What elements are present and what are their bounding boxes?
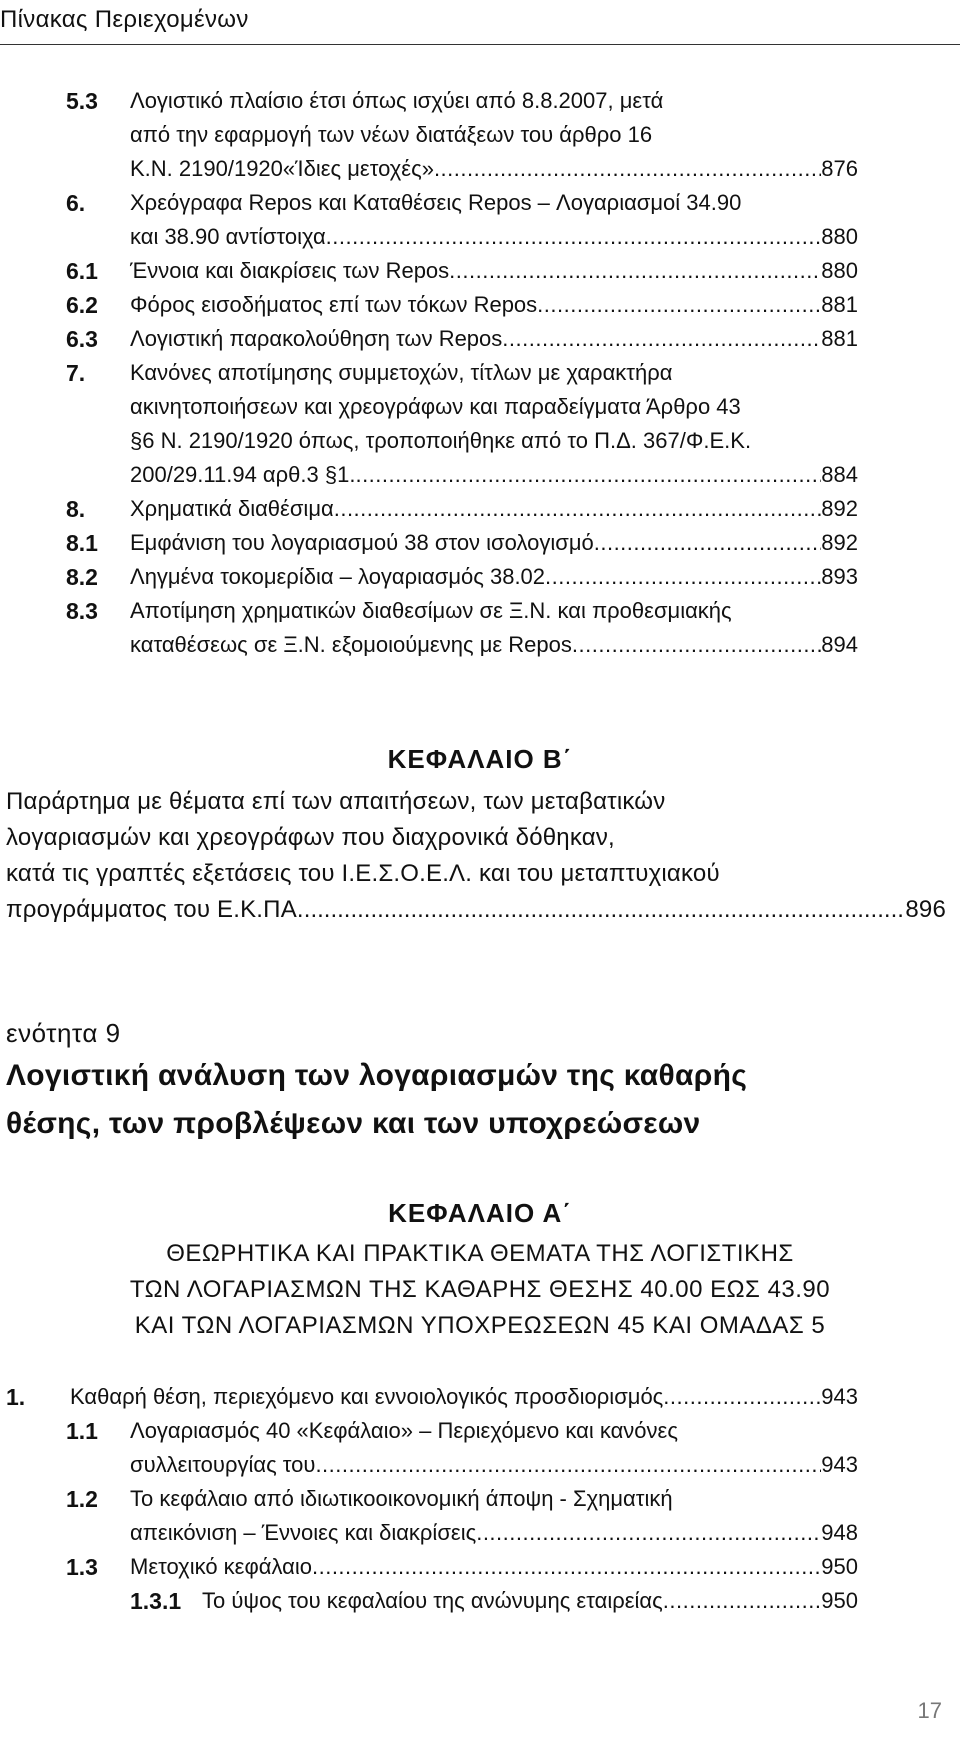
- toc-num: 7.: [66, 360, 86, 386]
- dot-leader: [663, 1380, 821, 1414]
- toc-entry[interactable]: [130, 254, 858, 288]
- subtitle-line: προγράμματος του Ε.Κ.ΠΑ.: [6, 896, 304, 923]
- unit-title-line: Λογιστική ανάλυση των λογαριασμών της καθαρής: [6, 1059, 748, 1092]
- toc-text: Αποτίμηση χρηματικών διαθεσίμων σε Ξ.Ν. και προθεσμιακής: [130, 598, 732, 623]
- unit-label: ενότητα 9: [6, 1018, 121, 1048]
- toc-entry[interactable]: [130, 356, 858, 492]
- toc-page: 884: [821, 462, 858, 487]
- toc-entry[interactable]: [202, 1584, 858, 1618]
- dot-leader: [502, 322, 821, 356]
- dot-leader: [312, 1550, 821, 1584]
- toc-page: 880: [821, 258, 858, 283]
- subtitle-line: κατά τις γραπτές εξετάσεις του Ι.Ε.Σ.Ο.Ε.Λ. και του μεταπτυχιακού: [6, 860, 720, 887]
- subtitle-line: Παράρτημα με θέματα επί των απαιτήσεων, των μεταβατικών: [6, 788, 666, 815]
- unit-title: [6, 1052, 747, 1148]
- dot-leader: [594, 526, 822, 560]
- running-header: Πίνακας Περιεχομένων: [0, 6, 249, 33]
- toc-text: Χρηματικά διαθέσιμα: [130, 496, 334, 521]
- subtitle-line: ΚΑΙ ΤΩΝ ΛΟΓΑΡΙΑΣΜΩΝ ΥΠΟΧΡΕΩΣΕΩΝ 45 ΚΑΙ ΟΜΑΔΑΣ 5: [134, 1312, 826, 1339]
- toc-entry[interactable]: [70, 1380, 858, 1414]
- toc-num: 8.2: [66, 564, 98, 590]
- toc-num: 1.3.1: [130, 1588, 182, 1614]
- toc-page: 950: [821, 1588, 858, 1613]
- dot-leader: [326, 220, 822, 254]
- toc-num: 5.3: [66, 88, 98, 114]
- subtitle-line: ΤΩΝ ΛΟΓΑΡΙΑΣΜΩΝ ΤΗΣ ΚΑΘΑΡΗΣ ΘΕΣΗΣ 40.00 ΕΩΣ 43.90: [129, 1276, 831, 1303]
- dot-leader: [315, 1448, 821, 1482]
- chapter-title: ΚΕΦΑΛΑΙΟ Α΄: [388, 1198, 572, 1228]
- toc-text: 200/29.11.94 αρθ.3 §1.: [130, 462, 356, 487]
- dot-leader: [545, 560, 821, 594]
- toc-num: 1.: [6, 1384, 26, 1410]
- toc-text: απεικόνιση – Έννοιες και διακρίσεις: [130, 1520, 477, 1545]
- toc-num: 6.3: [66, 326, 98, 352]
- toc-entry[interactable]: [130, 594, 858, 662]
- toc-text: από την εφαρμογή των νέων διατάξεων του άρθρο 16: [130, 122, 653, 147]
- toc-num: 1.1: [66, 1418, 98, 1444]
- toc-text: Λογιστικό πλαίσιο έτσι όπως ισχύει από 8.8.2007, μετά: [130, 88, 664, 113]
- toc-page: 894: [821, 632, 858, 657]
- toc-text: §6 Ν. 2190/1920 όπως, τροποποιήθηκε από το Π.Δ. 367/Φ.Ε.Κ.: [130, 428, 752, 453]
- dot-leader: [476, 1516, 821, 1550]
- toc-entry[interactable]: [130, 186, 858, 254]
- dot-leader: [355, 458, 821, 492]
- toc-page: 892: [821, 496, 858, 521]
- toc-num: 6.1: [66, 258, 98, 284]
- toc-text: Το κεφάλαιο από ιδιωτικοοικονομική άποψη - Σχηματική: [130, 1486, 673, 1511]
- chapter-title: ΚΕΦΑΛΑΙΟ Β΄: [387, 744, 573, 774]
- toc-num: 8.: [66, 496, 86, 522]
- toc-entry[interactable]: [130, 322, 858, 356]
- toc-text: Ληγμένα τοκομερίδια – λογαριασμός 38.02: [130, 564, 546, 589]
- toc-num: 1.3: [66, 1554, 98, 1580]
- unit-title-line: θέσης, των προβλέψεων και των υποχρεώσεων: [6, 1107, 701, 1140]
- toc-entry[interactable]: [130, 1550, 858, 1584]
- toc-num: 1.2: [66, 1486, 98, 1512]
- toc-text: καταθέσεως σε Ξ.Ν. εξομοιούμενης με Repos: [130, 632, 572, 657]
- toc-page: 880: [821, 224, 858, 249]
- toc-page: 893: [821, 564, 858, 589]
- toc-page: 943: [821, 1452, 858, 1477]
- toc-entry[interactable]: [130, 1414, 858, 1482]
- toc-text: Εμφάνιση του λογαριασμού 38 στον ισολογισμό: [130, 530, 594, 555]
- toc-text: Χρεόγραφα Repos και Καταθέσεις Repos – Λογαριασμοί 34.90: [130, 190, 742, 215]
- toc-num: 8.3: [66, 598, 98, 624]
- chapter-subtitle[interactable]: [6, 784, 946, 928]
- toc-entry[interactable]: [130, 84, 858, 186]
- dot-leader: [334, 492, 822, 526]
- toc-text: Έννοια και διακρίσεις των Repos: [130, 258, 450, 283]
- toc-num: 8.1: [66, 530, 98, 556]
- dot-leader: [572, 628, 821, 662]
- toc-page: 881: [821, 326, 858, 351]
- toc-num: 6.: [66, 190, 86, 216]
- toc-entry[interactable]: [130, 492, 858, 526]
- subtitle-line: λογαριασμών και χρεογράφων που διαχρονικά δόθηκαν,: [6, 824, 615, 851]
- toc-page: 876: [821, 156, 858, 181]
- toc-entry[interactable]: [130, 288, 858, 322]
- page-number: 17: [917, 1698, 942, 1723]
- toc-page: 948: [821, 1520, 858, 1545]
- toc-page: 950: [821, 1554, 858, 1579]
- toc-text: Κανόνες αποτίμησης συμμετοχών, τίτλων με χαρακτήρα: [130, 360, 673, 385]
- dot-leader: [304, 892, 906, 928]
- toc-num: 6.2: [66, 292, 98, 318]
- toc-text: Μετοχικό κεφάλαιο: [130, 1554, 312, 1579]
- toc-text: Φόρος εισοδήματος επί των τόκων Repos: [130, 292, 538, 317]
- toc-entry[interactable]: [130, 526, 858, 560]
- toc-text: ακινητοποιήσεων και χρεογράφων και παραδείγματα Άρθρο 43: [130, 394, 741, 419]
- toc-entry[interactable]: [130, 560, 858, 594]
- toc-entry[interactable]: [130, 1482, 858, 1550]
- dot-leader: [663, 1584, 822, 1618]
- toc-page: 943: [821, 1384, 858, 1409]
- toc-text: και 38.90 αντίστοιχα: [130, 224, 326, 249]
- toc-page: 896: [905, 896, 946, 923]
- toc-text: Λογιστική παρακολούθηση των Repos: [130, 326, 503, 351]
- toc-text: Το ύψος του κεφαλαίου της ανώνυμης εταιρείας: [202, 1588, 663, 1613]
- header-rule: [0, 44, 960, 45]
- toc-page: 892: [821, 530, 858, 555]
- toc-text: συλλειτουργίας του: [130, 1452, 316, 1477]
- dot-leader: [537, 288, 821, 322]
- toc-text: Κ.Ν. 2190/1920«Ίδιες μετοχές»: [130, 156, 434, 181]
- dot-leader: [434, 152, 821, 186]
- chapter-subtitle: [0, 1236, 960, 1344]
- toc-text: Λογαριασμός 40 «Κεφάλαιο» – Περιεχόμενο και κανόνες: [130, 1418, 678, 1443]
- subtitle-line: ΘΕΩΡΗΤΙΚΑ ΚΑΙ ΠΡΑΚΤΙΚΑ ΘΕΜΑΤΑ ΤΗΣ ΛΟΓΙΣΤΙΚΗΣ: [166, 1240, 794, 1267]
- toc-text: Καθαρή θέση, περιεχόμενο και εννοιολογικός προσδιορισμός: [70, 1384, 664, 1409]
- dot-leader: [449, 254, 821, 288]
- toc-page: 881: [821, 292, 858, 317]
